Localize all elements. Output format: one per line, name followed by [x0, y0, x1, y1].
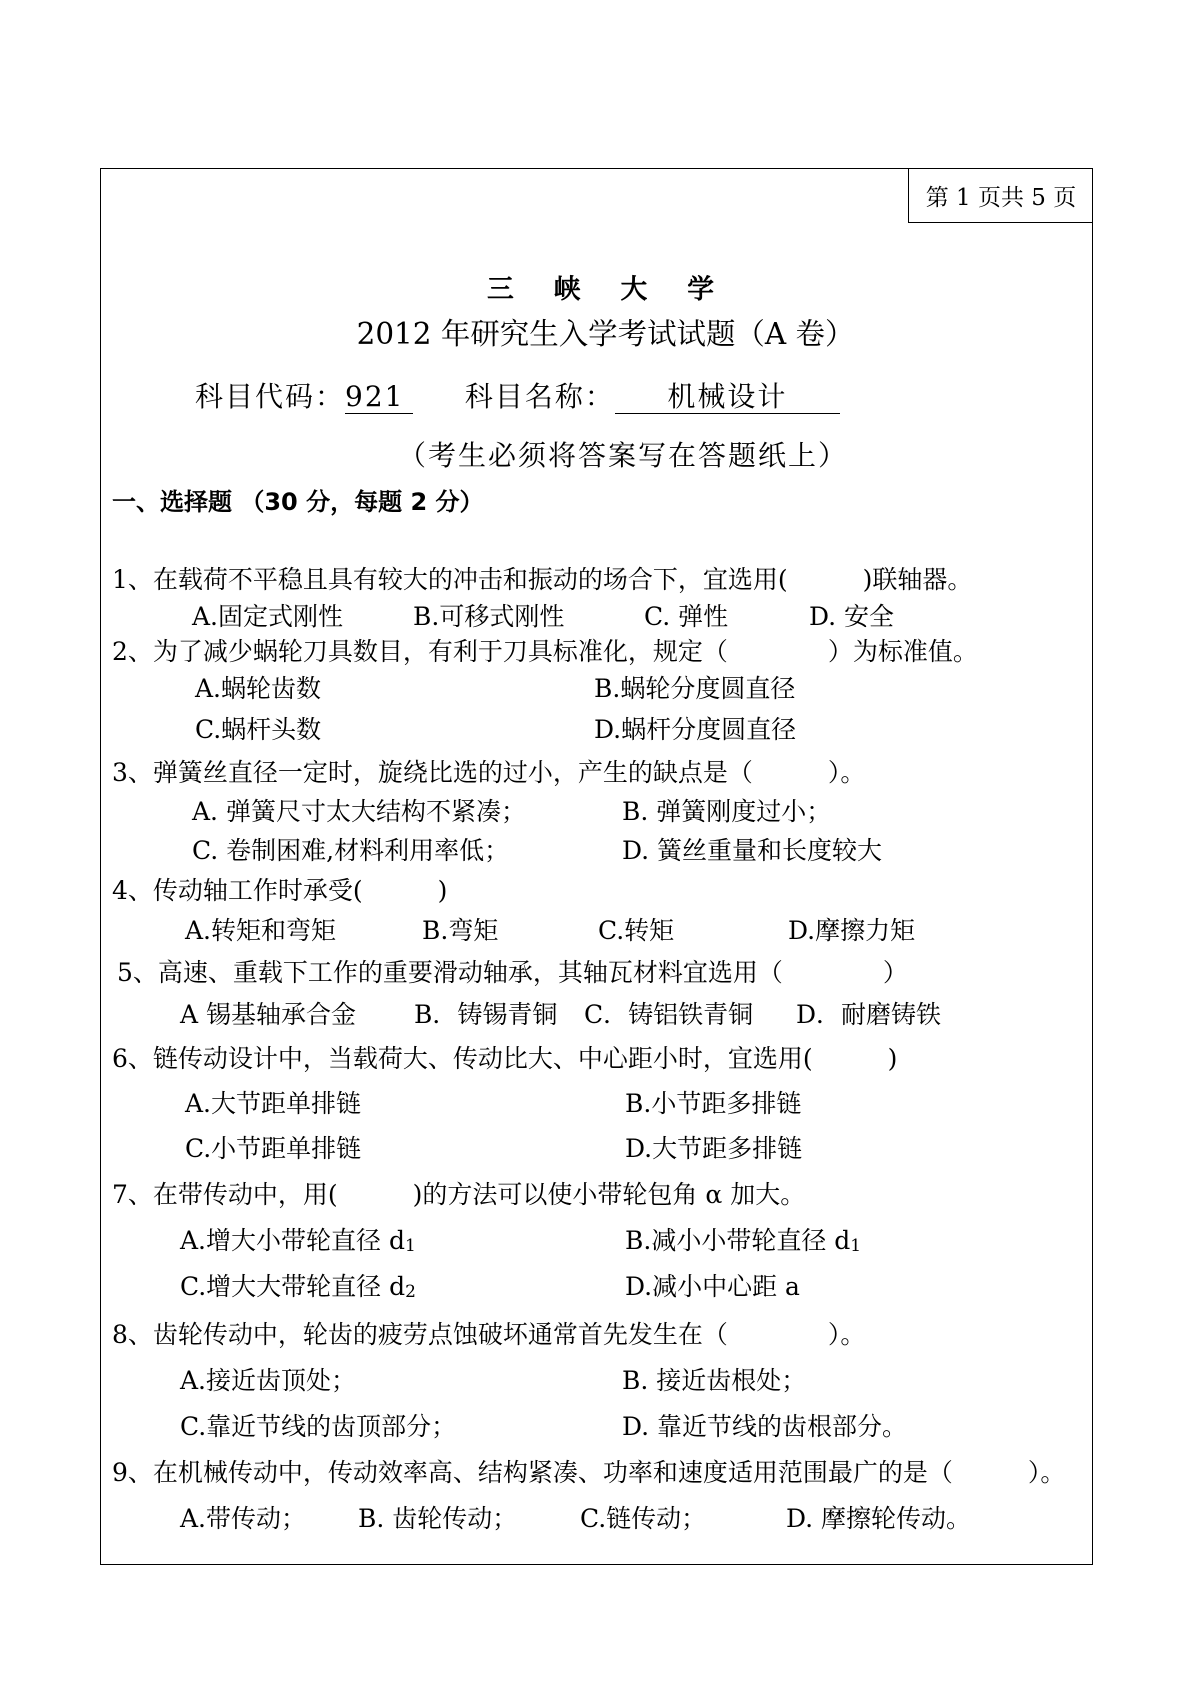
q8-option-a: A.接近齿顶处； [180, 1366, 357, 1395]
q8-option-d: D. 靠近节线的齿根部分。 [622, 1412, 908, 1441]
exam-title: 2012 年研究生入学考试试题（A 卷） [356, 317, 855, 351]
subject-line [195, 380, 840, 414]
q7-option-c [180, 1274, 416, 1301]
q5-option-b: B．铸锡青铜 [414, 1000, 558, 1029]
q6-option-a: A.大节距单排链 [185, 1089, 362, 1118]
q4-option-c: C.转矩 [598, 916, 675, 945]
q7-option-b-text: B.减小小带轮直径 d [625, 1226, 851, 1255]
q8-option-c: C.靠近节线的齿顶部分； [180, 1412, 457, 1441]
q6-option-c: C.小节距单排链 [185, 1134, 362, 1163]
question-1: 1、在载荷不平稳且具有较大的冲击和振动的场合下，宜选用( )联轴器。 [112, 565, 973, 594]
q5-option-d: D．耐磨铸铁 [796, 1000, 942, 1029]
subject-name: 机械设计 [615, 383, 840, 414]
q9-option-b: B. 齿轮传动； [358, 1504, 518, 1533]
q2-option-c: C.蜗杆头数 [195, 715, 322, 744]
question-9: 9、在机械传动中，传动效率高、结构紧凑、功率和速度适用范围最广的是（ ）。 [112, 1458, 1066, 1487]
q7-option-a-text: A.增大小带轮直径 d [180, 1226, 405, 1255]
exam-border [100, 168, 1093, 1565]
q1-option-c: C. 弹性 [644, 602, 729, 631]
subject-code-label: 科目代码： [195, 380, 346, 413]
q7-option-b-subscript: 1 [850, 1236, 862, 1256]
q9-option-d: D. 摩擦轮传动。 [786, 1504, 972, 1533]
q7-option-c-subscript: 2 [405, 1282, 416, 1302]
subject-code: 921 [345, 383, 413, 414]
q7-option-a-subscript: 1 [404, 1236, 416, 1256]
question-5: 5、高速、重载下工作的重要滑动轴承，其轴瓦材料宜选用（ ） [117, 958, 908, 987]
page-indicator: 第 1 页共 5 页 [908, 168, 1093, 223]
q4-option-d: D.摩擦力矩 [788, 916, 916, 945]
question-6: 6、链传动设计中，当载荷大、传动比大、中心距小时，宜选用( ) [112, 1044, 898, 1073]
q3-option-c: C. 卷制困难,材料利用率低； [192, 836, 510, 865]
q3-option-d: D. 簧丝重量和长度较大 [622, 836, 883, 865]
q1-option-b: B.可移式刚性 [413, 602, 565, 631]
answer-notice: （考生必须将答案写在答题纸上） [398, 439, 849, 472]
question-7: 7、在带传动中，用( )的方法可以使小带轮包角 α 加大。 [112, 1180, 806, 1209]
subject-name-label: 科目名称： [464, 380, 615, 413]
q2-option-a: A.蜗轮齿数 [195, 674, 322, 703]
question-4: 4、传动轴工作时承受( ) [112, 876, 448, 905]
q5-option-a: A 锡基轴承合金 [180, 1000, 357, 1029]
q9-option-a: A.带传动； [180, 1504, 307, 1533]
q8-option-b: B. 接近齿根处； [622, 1366, 807, 1395]
q7-option-c-text: C.增大大带轮直径 d [180, 1272, 406, 1301]
q3-option-a: A. 弹簧尺寸太大结构不紧凑； [192, 797, 526, 826]
q6-option-b: B.小节距多排链 [625, 1089, 802, 1118]
q2-option-b: B.蜗轮分度圆直径 [594, 674, 796, 703]
q7-option-d: D.减小中心距 a [625, 1272, 800, 1301]
q9-option-c: C.链传动； [580, 1504, 707, 1533]
q1-option-d: D. 安全 [809, 602, 895, 631]
q7-option-a [180, 1228, 416, 1255]
question-8: 8、齿轮传动中，轮齿的疲劳点蚀破坏通常首先发生在（ ）。 [112, 1320, 866, 1349]
q6-option-d: D.大节距多排链 [625, 1134, 803, 1163]
q4-option-a: A.转矩和弯矩 [185, 916, 337, 945]
q4-option-b: B.弯矩 [422, 916, 499, 945]
q3-option-b: B. 弹簧刚度过小； [622, 797, 832, 826]
q5-option-c: C．铸铝铁青铜 [584, 1000, 754, 1029]
q7-option-b [625, 1228, 861, 1255]
q1-option-a: A.固定式刚性 [192, 602, 344, 631]
q2-option-d: D.蜗杆分度圆直径 [594, 715, 797, 744]
question-2: 2、为了减少蜗轮刀具数目，有利于刀具标准化，规定（ ）为标准值。 [112, 637, 978, 666]
university-title: 三峡大学 [486, 274, 755, 305]
question-3: 3、弹簧丝直径一定时，旋绕比选的过小，产生的缺点是（ ）。 [112, 758, 866, 787]
section-heading: 一、选择题 （30 分，每题 2 分） [112, 488, 484, 516]
